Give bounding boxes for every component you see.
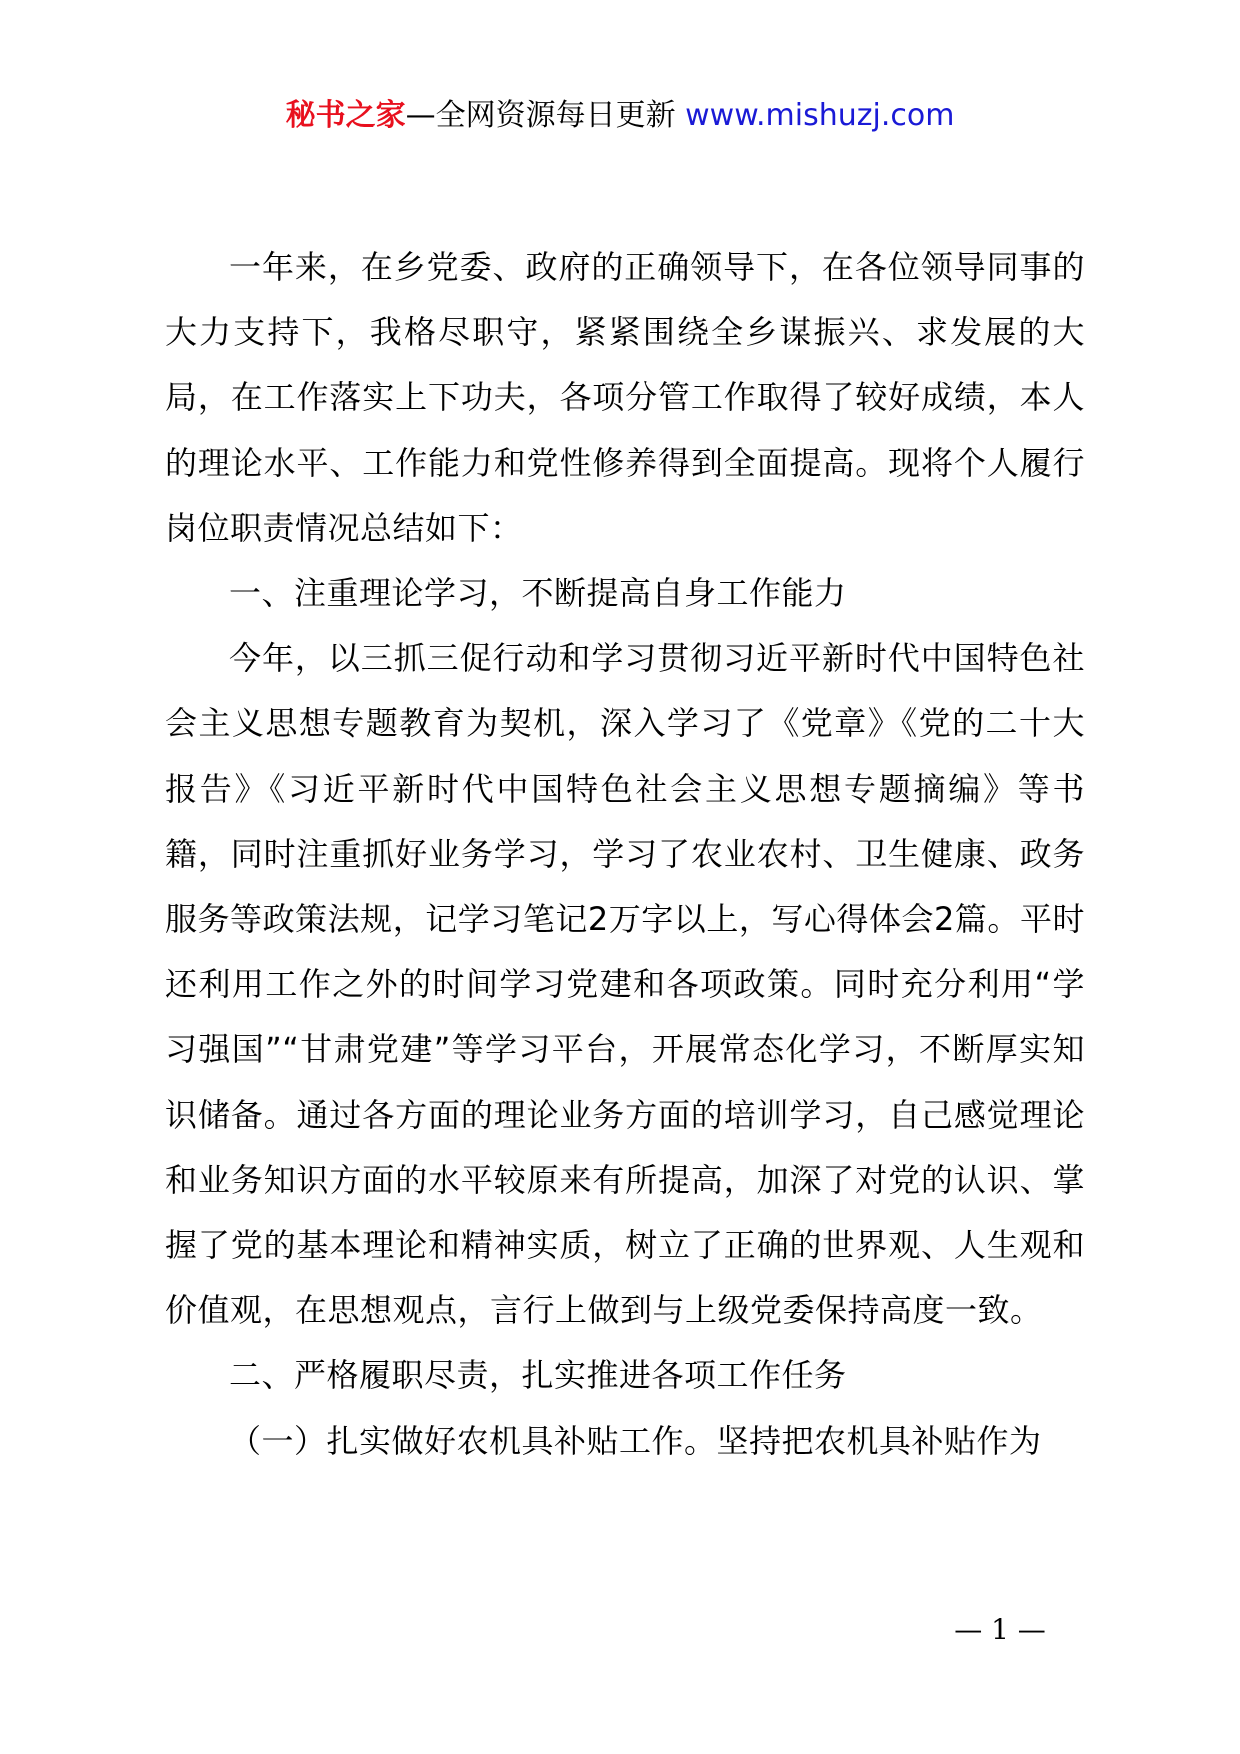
site-slogan: —全网资源每日更新 (405, 98, 686, 133)
subsection-paragraph-1: （一）扎实做好农机具补贴工作。坚持把农机具补贴作为 (229, 1421, 1042, 1460)
site-brand: 秘书之家 (285, 98, 406, 133)
section-heading-2: 二、严格履职尽责，扎实推进各项工作任务 (229, 1356, 847, 1395)
site-url-link[interactable]: www.mishuzj.com (685, 98, 955, 133)
study-paragraph: 今年，以三抓三促行动和学习贯彻习近平新时代中国特色社会主义思想专题教育为契机，深入学习了《党章》《党的二十大报告》《习近平新时代中国特色社会主义思想专题摘编》等书籍，同时注重抓好业务学习，学习了农业农村、卫生健康、政务服务等政策法规，记学习笔记2万字以上，写心得体会2篇。平时还利用工作之外的时间学习党建和各项政策。同时充分利用“学习强国”“甘肃党建”等学习平台，开展常态化学习，不断厚实知识储备。通过各方面的理论业务方面的培训学习，自己感觉理论和业务知识方面的水平较原来有所提高，加深了对党的认识、掌握了党的基本理论和精神实质，树立了正确的世界观、人生观和价值观，在思想观点，言行上做到与上级党委保持高度一致。 (165, 639, 1085, 1330)
document-body (165, 235, 1085, 1474)
section-heading-1: 一、注重理论学习，不断提高自身工作能力 (229, 574, 847, 613)
site-header (0, 96, 1240, 136)
page-number: — 1 — (954, 1613, 1046, 1646)
intro-paragraph: 一年来，在乡党委、政府的正确领导下，在各位领导同事的大力支持下，我格尽职守，紧紧围绕全乡谋振兴、求发展的大局，在工作落实上下功夫，各项分管工作取得了较好成绩，本人的理论水平、工作能力和党性修养得到全面提高。现将个人履行岗位职责情况总结如下： (165, 248, 1085, 547)
